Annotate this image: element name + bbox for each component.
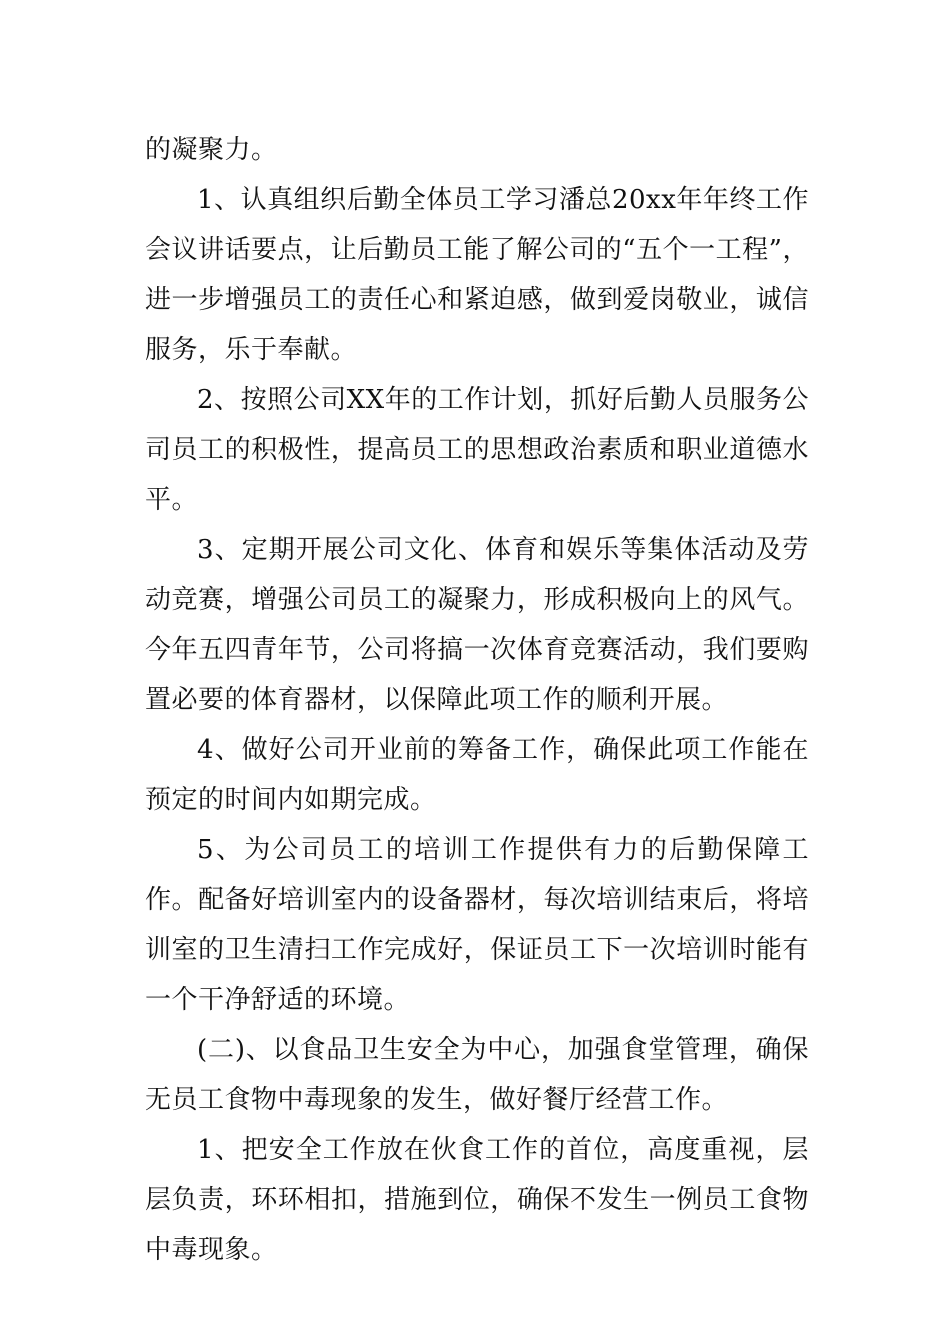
- paragraph-item-1-study: 1、认真组织后勤全体员工学习潘总20xx年年终工作会议讲话要点，让后勤员工能了解公司的“五个一工程”，进一步增强员工的责任心和紧迫感，做到爱岗敬业，诚信服务，乐于奉献。: [145, 185, 809, 365]
- section-heading-food-safety: (二)、以食品卫生安全为中心，加强食堂管理，确保无员工食物中毒现象的发生，做好餐厅经营工作。: [145, 1035, 809, 1115]
- paragraph-item-4-preparation: 4、做好公司开业前的筹备工作，确保此项工作能在预定的时间内如期完成。: [145, 735, 809, 815]
- paragraph-item-2-work-plan: 2、按照公司XX年的工作计划，抓好后勤人员服务公司员工的积极性，提高员工的思想政治素质和职业道德水平。: [145, 385, 809, 515]
- paragraph-continuation: 的凝聚力。: [145, 135, 278, 165]
- document-body: [145, 125, 809, 1275]
- paragraph-item-5-training: 5、为公司员工的培训工作提供有力的后勤保障工作。配备好培训室内的设备器材，每次培训结束后，将培训室的卫生清扫工作完成好，保证员工下一次培训时能有一个干净舒适的环境。: [145, 835, 809, 1015]
- paragraph-food-safety-item-1: 1、把安全工作放在伙食工作的首位，高度重视，层层负责，环环相扣，措施到位，确保不发生一例员工食物中毒现象。: [145, 1135, 809, 1265]
- paragraph-item-3-activities: 3、定期开展公司文化、体育和娱乐等集体活动及劳动竞赛，增强公司员工的凝聚力，形成积极向上的风气。今年五四青年节，公司将搞一次体育竞赛活动，我们要购置必要的体育器材，以保障此项工作的顺利开展。: [145, 535, 809, 715]
